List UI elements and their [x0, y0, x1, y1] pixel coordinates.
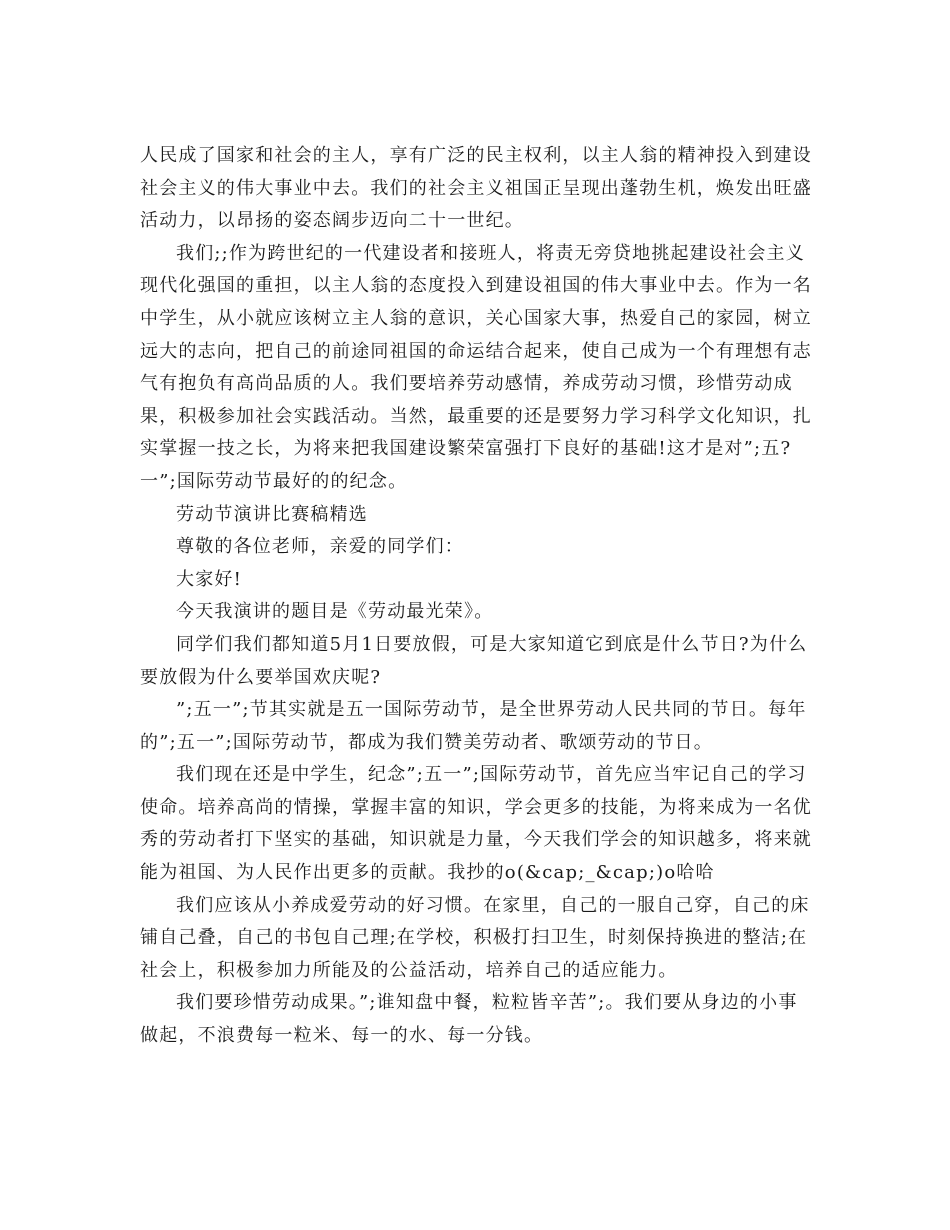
salutation: 尊敬的各位老师，亲爱的同学们： [176, 536, 464, 558]
paragraph-2: 我们;;作为跨世纪的一代建设者和接班人，将责无旁贷地挑起建设社会主义现代化强国的重担，以主人翁的态度投入到建设祖国的伟大事业中去。作为一名中学生，从小就应该树立主人翁的意识，关心国家大事，热爱自己的家园，树立远大的志向，把自己的前途同祖国的命运结合起来，使自己成为一个有理想有志气有抱负有高尚品质的人。我们要培养劳动感情，养成劳动习惯，珍惜劳动成果，积极参加社会实践活动。当然，最重要的还是要努力学习科学文化知识，扎实掌握一技之长，为将来把我国建设繁荣富强打下良好的基础!这才是对”;五?一”;国际劳动节最好的的纪念。 [140, 242, 812, 492]
paragraph-cherish: 我们要珍惜劳动成果。”;谁知盘中餐，粒粒皆辛苦”;。我们要从身边的小事做起，不浪费每一粒米、每一的水、每一分钱。 [140, 992, 798, 1047]
paragraph-topic: 今天我演讲的题目是《劳动最光荣》。 [176, 601, 494, 623]
paragraph-question: 同学们我们都知道5月1日要放假，可是大家知道它到底是什么节日?为什么要放假为什么要举国欢庆呢? [140, 633, 808, 688]
paragraph-1: 人民成了国家和社会的主人，享有广泛的民主权利，以主人翁的精神投入到建设社会主义的伟大事业中去。我们的社会主义祖国正呈现出蓬勃生机，焕发出旺盛活动力，以昂扬的姿态阔步迈向二十一世纪。 [140, 145, 812, 232]
paragraph-habits: 我们应该从小养成爱劳动的好习惯。在家里，自己的一服自己穿，自己的床铺自己叠，自己的书包自己理;在学校，积极打扫卫生，时刻保持换进的整洁;在社会上，积极参加力所能及的公益活动，培养自己的适应能力。 [140, 894, 810, 981]
paragraph-students: 我们现在还是中学生，纪念”;五一”;国际劳动节，首先应当牢记自己的学习使命。培养高尚的情操，掌握丰富的知识，学会更多的技能，为将来成为一名优秀的劳动者打下坚实的基础，知识就是力量，今天我们学会的知识越多，将来就能为祖国、为人民作出更多的贡献。我抄的o(&cap;_&cap;)o哈哈 [140, 764, 812, 884]
document-body [140, 140, 812, 1053]
greeting: 大家好! [176, 568, 243, 590]
speech-title: 劳动节演讲比赛稿精选 [176, 503, 368, 525]
paragraph-holiday: ”;五一”;节其实就是五一国际劳动节，是全世界劳动人民共同的节日。每年的”;五一”;国际劳动节，都成为我们赞美劳动者、歌颂劳动的节日。 [140, 699, 807, 753]
